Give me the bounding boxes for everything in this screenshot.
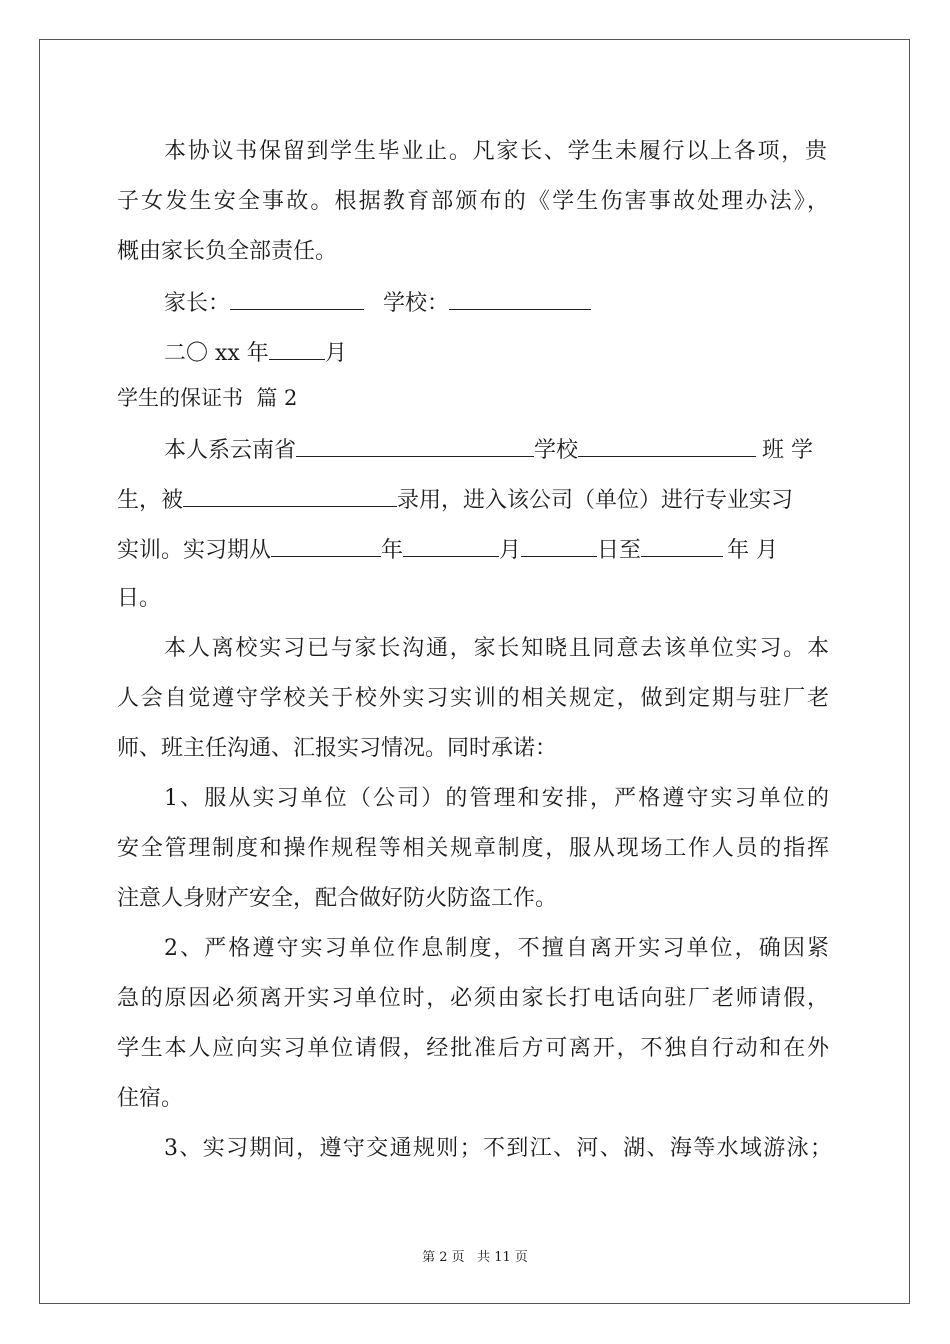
text-span: 日至 (597, 538, 642, 563)
page-border (39, 39, 910, 1304)
intro-line-4: 日。 (117, 586, 162, 611)
blank-field (403, 534, 499, 557)
paragraph-line: 学生本人应向实习单位请假，经批准后方可离开，不独自行动和在外 (117, 1036, 829, 1061)
text-span: 本人系云南省 (164, 438, 297, 463)
blank-field (521, 534, 597, 557)
text-span: 实训。实习期从 (117, 538, 272, 563)
paragraph-line: 急的原因必须离开实习单位时，必须由家长打电话向驻厂老师请假， (117, 986, 829, 1011)
paragraph-line: 注意人身财产安全，配合做好防火防盗工作。 (117, 886, 558, 911)
blank-field (296, 434, 534, 457)
paragraph-line: 子女发生安全事故。根据教育部颁布的《学生伤害事故处理办法》， (117, 189, 829, 214)
paragraph-line: 概由家长负全部责任。 (117, 239, 338, 264)
page-footer: 第 2 页 共 11 页 (422, 1250, 528, 1265)
school-label: 学校： (383, 291, 450, 316)
blank-field (271, 534, 381, 557)
text-span: 学校 (534, 438, 579, 463)
intro-line-3 (117, 534, 778, 566)
text-span: 生，被 (117, 488, 184, 513)
text-span: 月 (499, 538, 522, 563)
parent-label: 家长： (164, 291, 231, 316)
date-prefix: 二〇 xx 年 (164, 341, 269, 366)
blank-field (578, 434, 756, 457)
paragraph-line: 本人离校实习已与家长沟通，家长知晓且同意去该单位实习。本 (164, 636, 829, 661)
intro-line-1 (164, 434, 813, 466)
intro-line-2 (117, 484, 793, 516)
paragraph-line: 住宿。 (117, 1086, 184, 1111)
paragraph-line: 人会自觉遵守学校关于校外实习实训的相关规定，做到定期与驻厂老 (117, 686, 829, 711)
blank-field (641, 534, 723, 557)
paragraph-line: 师、班主任沟通、汇报实习情况。同时承诺： (117, 736, 558, 761)
text-span: 年 月 (727, 538, 779, 563)
paragraph-line: 3、实习期间，遵守交通规则；不到江、河、湖、海等水域游泳； (164, 1136, 832, 1161)
text-span: 班 学 (762, 438, 814, 463)
signature-row (164, 287, 591, 319)
parent-blank (230, 287, 364, 310)
section-title: 学生的保证书 篇 2 (117, 386, 298, 410)
paragraph-line: 2、严格遵守实习单位作息制度，不擅自离开实习单位，确因紧 (164, 936, 829, 961)
paragraph-line: 1、服从实习单位（公司）的管理和安排，严格遵守实习单位的 (164, 786, 829, 811)
date-suffix: 月 (324, 341, 347, 366)
school-blank (449, 287, 591, 310)
text-span: 年 (381, 538, 404, 563)
text-span: 录用，进入该公司（单位）进行专业实习 (397, 488, 794, 513)
blank-field (183, 484, 397, 507)
date-line (164, 337, 347, 369)
month-blank (269, 337, 325, 360)
paragraph-line: 本协议书保留到学生毕业止。凡家长、学生未履行以上各项，贵 (164, 139, 827, 164)
paragraph-line: 安全管理制度和操作规程等相关规章制度，服从现场工作人员的指挥 (117, 836, 829, 861)
